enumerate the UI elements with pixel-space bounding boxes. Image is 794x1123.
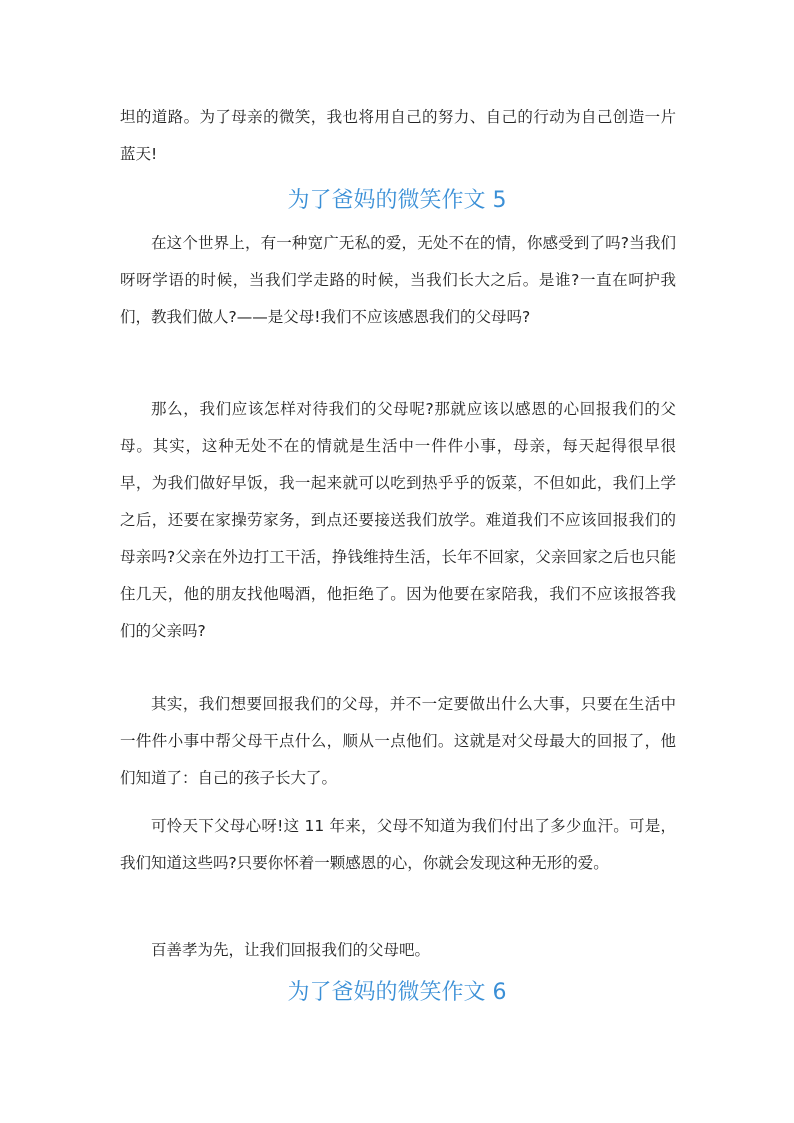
- section-5-paragraph-5: 百善孝为先，让我们回报我们的父母吧。: [151, 941, 431, 959]
- section-5-paragraph-2: 那么，我们应该怎样对待我们的父母呢?那就应该以感恩的心回报我们的父母。其实，这种无处不在的情就是生活中一件件小事，母亲，每天起得很早很早，为我们做好早饭，我一起来就可以吃到热乎乎的饭菜，不但如此，我们上学之后，还要在家操劳家务，到点还要接送我们放学。难道我们不应该回报我们的母亲吗?父亲在外边打工干活，挣钱维持生活，长年不回家，父亲回家之后也只能住几天，他的朋友找他喝酒，他拒绝了。因为他要在家陪我，我们不应该报答我们的父亲吗?: [120, 400, 676, 640]
- section-title-5: 为了爸妈的微笑作文 5: [287, 188, 507, 213]
- intro-paragraph: 坦的道路。为了母亲的微笑，我也将用自己的努力、自己的行动为自己创造一片蓝天!: [120, 108, 676, 163]
- section-5-paragraph-1: 在这个世界上，有一种宽广无私的爱，无处不在的情，你感受到了吗?当我们呀呀学语的时候，当我们学走路的时候，当我们长大之后。是谁?一直在呵护我们，教我们做人?——是父母!我们不应该感恩我们的父母吗?: [120, 234, 676, 326]
- section-5-paragraph-3: 其实，我们想要回报我们的父母，并不一定要做出什么大事，只要在生活中一件件小事中帮父母干点什么，顺从一点他们。这就是对父母最大的回报了，他们知道了：自己的孩子长大了。: [120, 695, 676, 787]
- section-title-6: 为了爸妈的微笑作文 6: [287, 980, 507, 1005]
- section-5-paragraph-4: 可怜天下父母心呀!这 11 年来，父母不知道为我们付出了多少血汗。可是，我们知道这些吗?只要你怀着一颗感恩的心，你就会发现这种无形的爱。: [120, 817, 676, 872]
